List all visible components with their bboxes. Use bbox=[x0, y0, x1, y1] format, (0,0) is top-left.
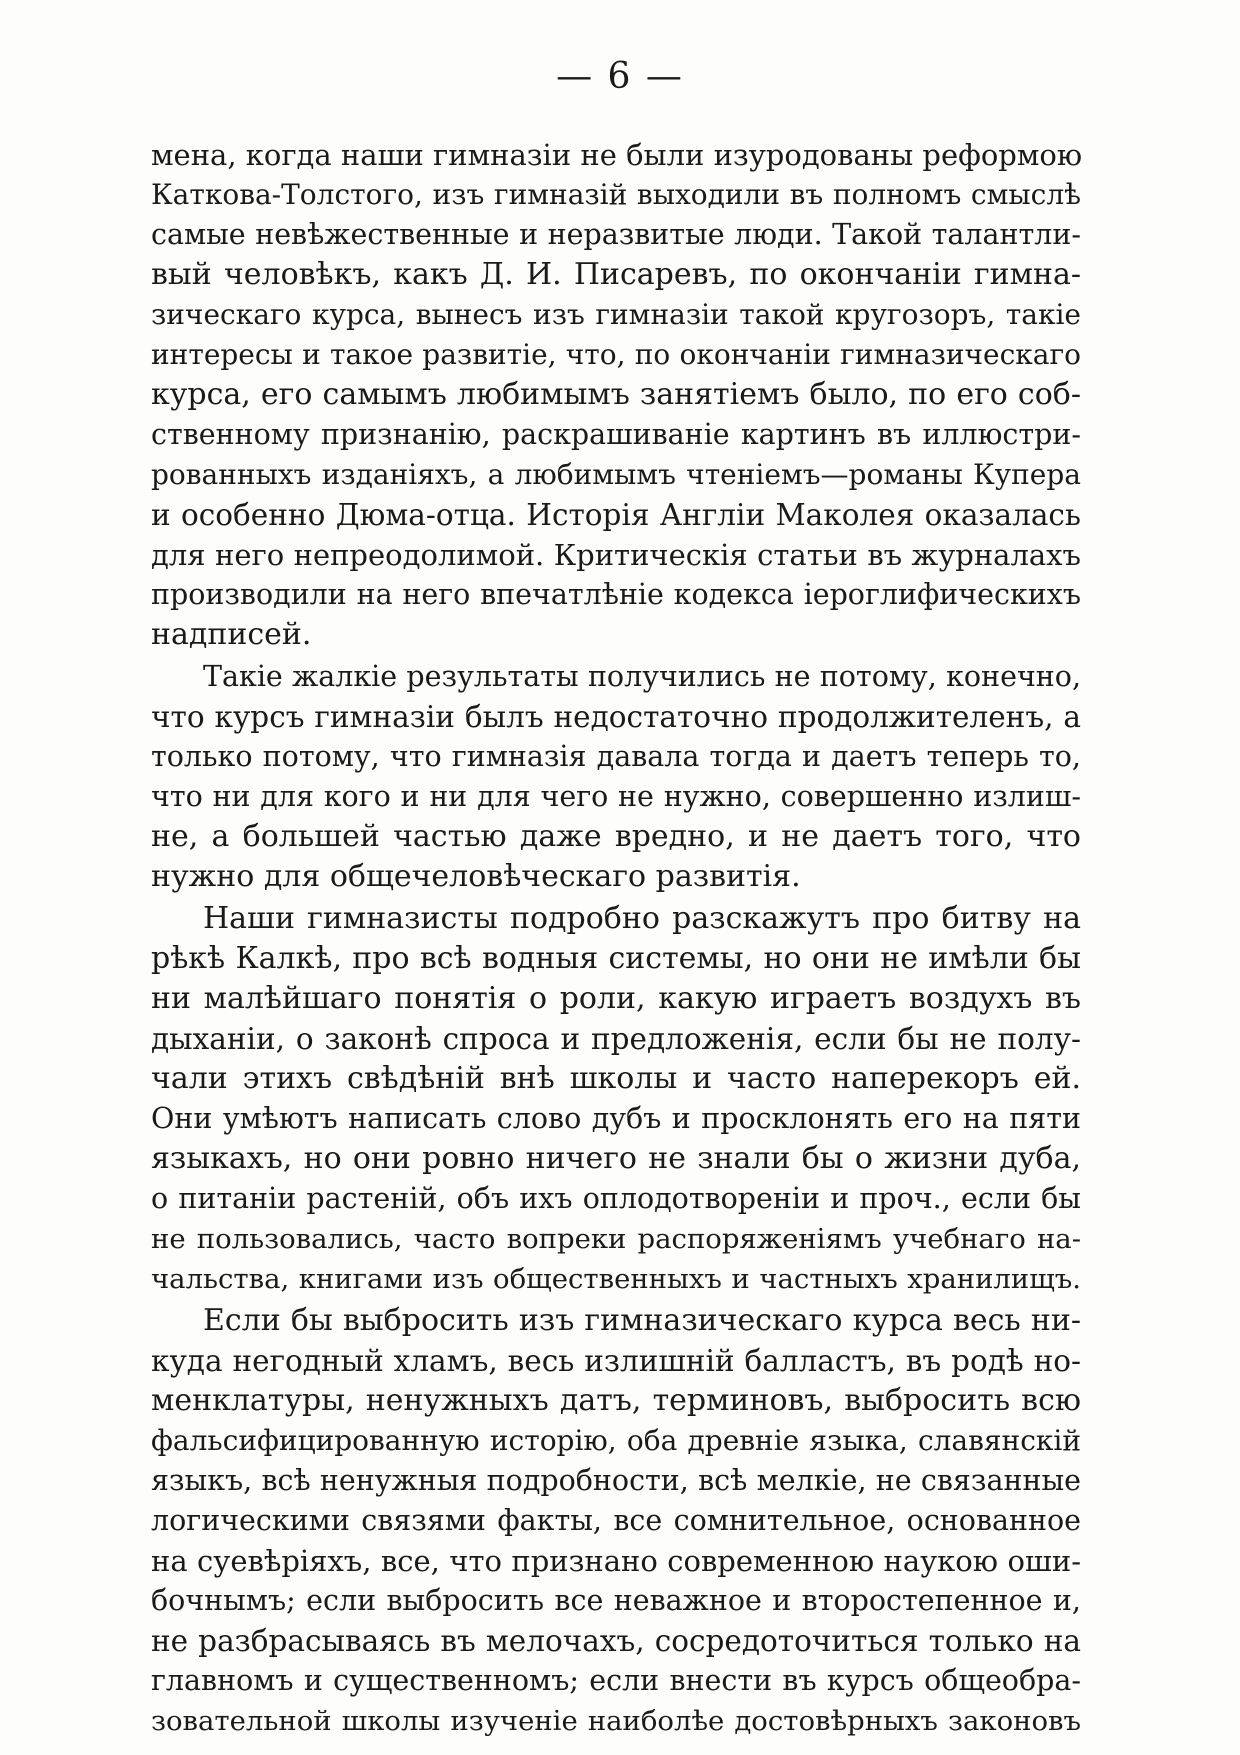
text-line: языкъ, всѣ ненужныя подробности, всѣ мелкіе, не связанные bbox=[151, 1464, 1081, 1497]
text-line: вый человѣкъ, какъ Д. И. Писаревъ, по окончаніи гимна- bbox=[151, 257, 1081, 292]
text-line: зовательной школы изученіе наиболѣе достовѣрныхъ законовъ bbox=[151, 1705, 1081, 1737]
text-line: только потому, что гимназія давала тогда и даетъ теперь то, bbox=[151, 740, 1081, 773]
text-line: производили на него впечатлѣніе кодекса іероглифическихъ bbox=[151, 578, 1081, 611]
text-line: нужно для общечеловѣческаго развитія. bbox=[151, 859, 801, 894]
text-line: рѣкѣ Калкѣ, про всѣ водныя системы, но они не имѣли бы bbox=[151, 941, 1081, 976]
text-line: менклатуры, ненужныхъ датъ, терминовъ, выбросить всю bbox=[151, 1383, 1081, 1418]
text-line: бочнымъ; если выбросить все неважное и второстепенное и, bbox=[151, 1584, 1081, 1617]
text-line: языкахъ, но они ровно ничего не знали бы о жизни дуба, bbox=[151, 1141, 1081, 1176]
text-line: и особенно Дюма-отца. Исторія Англіи Маколея оказалась bbox=[151, 498, 1081, 532]
text-line: на суевѣріяхъ, все, что признано современною наукою оши- bbox=[151, 1544, 1081, 1578]
text-line: логическими связями факты, все сомнительное, основанное bbox=[151, 1504, 1081, 1537]
text-line: зическаго курса, вынесъ изъ гимназіи такой кругозоръ, такіе bbox=[151, 298, 1081, 331]
text-line: Они умѣютъ написать слово дубъ и просклонять его на пяти bbox=[151, 1102, 1081, 1135]
paragraph-start-line: Наши гимназисты подробно разскажутъ про битву на bbox=[203, 901, 1081, 936]
text-line: что ни для кого и ни для чего не нужно, совершенно излиш- bbox=[151, 780, 1081, 813]
text-line: не разбрасываясь въ мелочахъ, сосредоточиться только на bbox=[151, 1624, 1081, 1658]
text-line: куда негодный хламъ, весь излишній балластъ, въ родѣ но- bbox=[151, 1344, 1081, 1378]
text-line: главномъ и существенномъ; если внести въ курсъ общеобра- bbox=[151, 1664, 1081, 1697]
text-line: ственному признанію, раскрашиваніе картинъ въ иллюстри- bbox=[151, 418, 1081, 451]
page-number: — 6 — bbox=[556, 56, 684, 97]
text-line: не пользовались, часто вопреки распоряженіямъ учебнаго на- bbox=[151, 1223, 1081, 1255]
text-line: фальсифицированную исторію, оба древніе языка, славянскій bbox=[151, 1424, 1081, 1457]
text-line: мена, когда наши гимназіи не были изуродованы реформою bbox=[151, 138, 1083, 172]
text-line: для него непреодолимой. Критическія статьи въ журналахъ bbox=[151, 538, 1081, 572]
text-line: чальства, книгами изъ общественныхъ и частныхъ хранилищъ. bbox=[151, 1263, 1081, 1295]
paragraph-start-line: Такіе жалкіе результаты получились не потому, конечно, bbox=[203, 660, 1081, 693]
text-line: дыханіи, о законѣ спроса и предложенія, если бы не полу- bbox=[151, 1022, 1081, 1056]
text-line: о питаніи растеній, объ ихъ оплодотвореніи и проч., если бы bbox=[151, 1182, 1081, 1215]
paragraph-start-line: Если бы выбросить изъ гимназическаго курса весь ни- bbox=[203, 1303, 1081, 1338]
text-line: самые невѣжественные и неразвитые люди. Такой талантли- bbox=[151, 218, 1081, 251]
text-line: не, а большей частью даже вредно, и не даетъ того, что bbox=[151, 819, 1081, 854]
text-line: что курсъ гимназіи былъ недостаточно продолжителенъ, а bbox=[151, 700, 1081, 734]
text-line: курса, его самымъ любимымъ занятіемъ было, по его соб- bbox=[151, 377, 1081, 412]
text-line: интересы и такое развитіе, что, по окончаніи гимназическаго bbox=[151, 338, 1081, 371]
text-line: рованныхъ изданіяхъ, а любимымъ чтеніемъ—романы Купера bbox=[151, 458, 1081, 491]
text-line: чали этихъ свѣдѣній внѣ школы и часто наперекоръ ей. bbox=[151, 1061, 1081, 1096]
text-line: надписей. bbox=[151, 617, 312, 652]
text-line: ни малѣйшаго понятія о роли, какую играетъ воздухъ въ bbox=[151, 981, 1081, 1016]
text-line: Каткова-Толстого, изъ гимназій выходили въ полномъ смыслѣ bbox=[151, 178, 1081, 211]
body-text bbox=[151, 135, 1081, 1741]
